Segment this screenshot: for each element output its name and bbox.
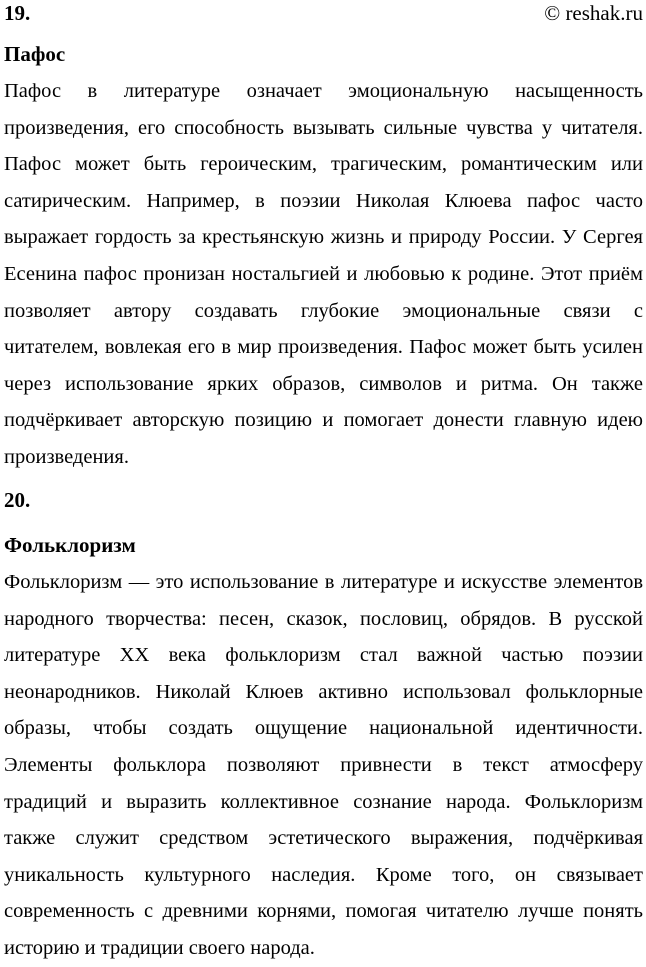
text-line: читателем, вовлекая его в мир произведения. Пафос может быть усилен: [4, 336, 643, 359]
text-line: Есенина пафос пронизан ностальгией и любовью к родине. Этот приём: [4, 262, 643, 285]
text-line: сатирическим. Например, в поэзии Николая Клюева пафос часто: [4, 189, 643, 212]
text-line: неонародников. Николай Клюев активно использовал фольклорные: [4, 680, 643, 703]
text-line: позволяет автору создавать глубокие эмоциональные связи с: [4, 299, 643, 322]
text-line: традиций и выразить коллективное сознание народа. Фольклоризм: [4, 790, 643, 813]
task-number-20: 20.: [4, 488, 31, 512]
text-line: народного творчества: песен, сказок, пословиц, обрядов. В русской: [4, 607, 643, 630]
text-line: произведения.: [4, 445, 129, 468]
text-line: выражает гордость за крестьянскую жизнь и природу России. У Сергея: [4, 226, 643, 249]
text-line: подчёркивает авторскую позицию и помогает донести главную идею: [4, 409, 643, 432]
copyright-label: © reshak.ru: [544, 1, 643, 25]
text-line: образы, чтобы создать ощущение национальной идентичности.: [4, 717, 643, 740]
section-title-folklorism: Фольклоризм: [4, 533, 136, 557]
paragraph-pafos: [4, 73, 643, 476]
section-title-pafos: Пафос: [4, 42, 66, 66]
text-line: через использование ярких образов, символов и ритма. Он также: [4, 372, 643, 395]
text-line: современность с древними корнями, помогая читателю лучше понять: [4, 900, 643, 923]
text-line: также служит средством эстетического выражения, подчёркивая: [4, 827, 643, 850]
text-line: Фольклоризм — это использование в литературе и искусстве элементов: [4, 571, 643, 593]
text-line: Элементы фольклора позволяют привнести в текст атмосферу: [4, 753, 643, 776]
text-line: Пафос может быть героическим, трагическим, романтическим или: [4, 153, 643, 176]
text-line: произведения, его способность вызывать сильные чувства у читателя.: [4, 116, 643, 139]
paragraph-folklorism: [4, 564, 643, 967]
text-line: уникальность культурного наследия. Кроме того, он связывает: [4, 863, 643, 886]
text-line: Пафос в литературе означает эмоциональную насыщенность: [4, 80, 643, 102]
text-line: историю и традиции своего народа.: [4, 936, 315, 959]
task-number-19: 19.: [4, 1, 31, 25]
text-line: литературе XX века фольклоризм стал важной частью поэзии: [4, 644, 643, 667]
